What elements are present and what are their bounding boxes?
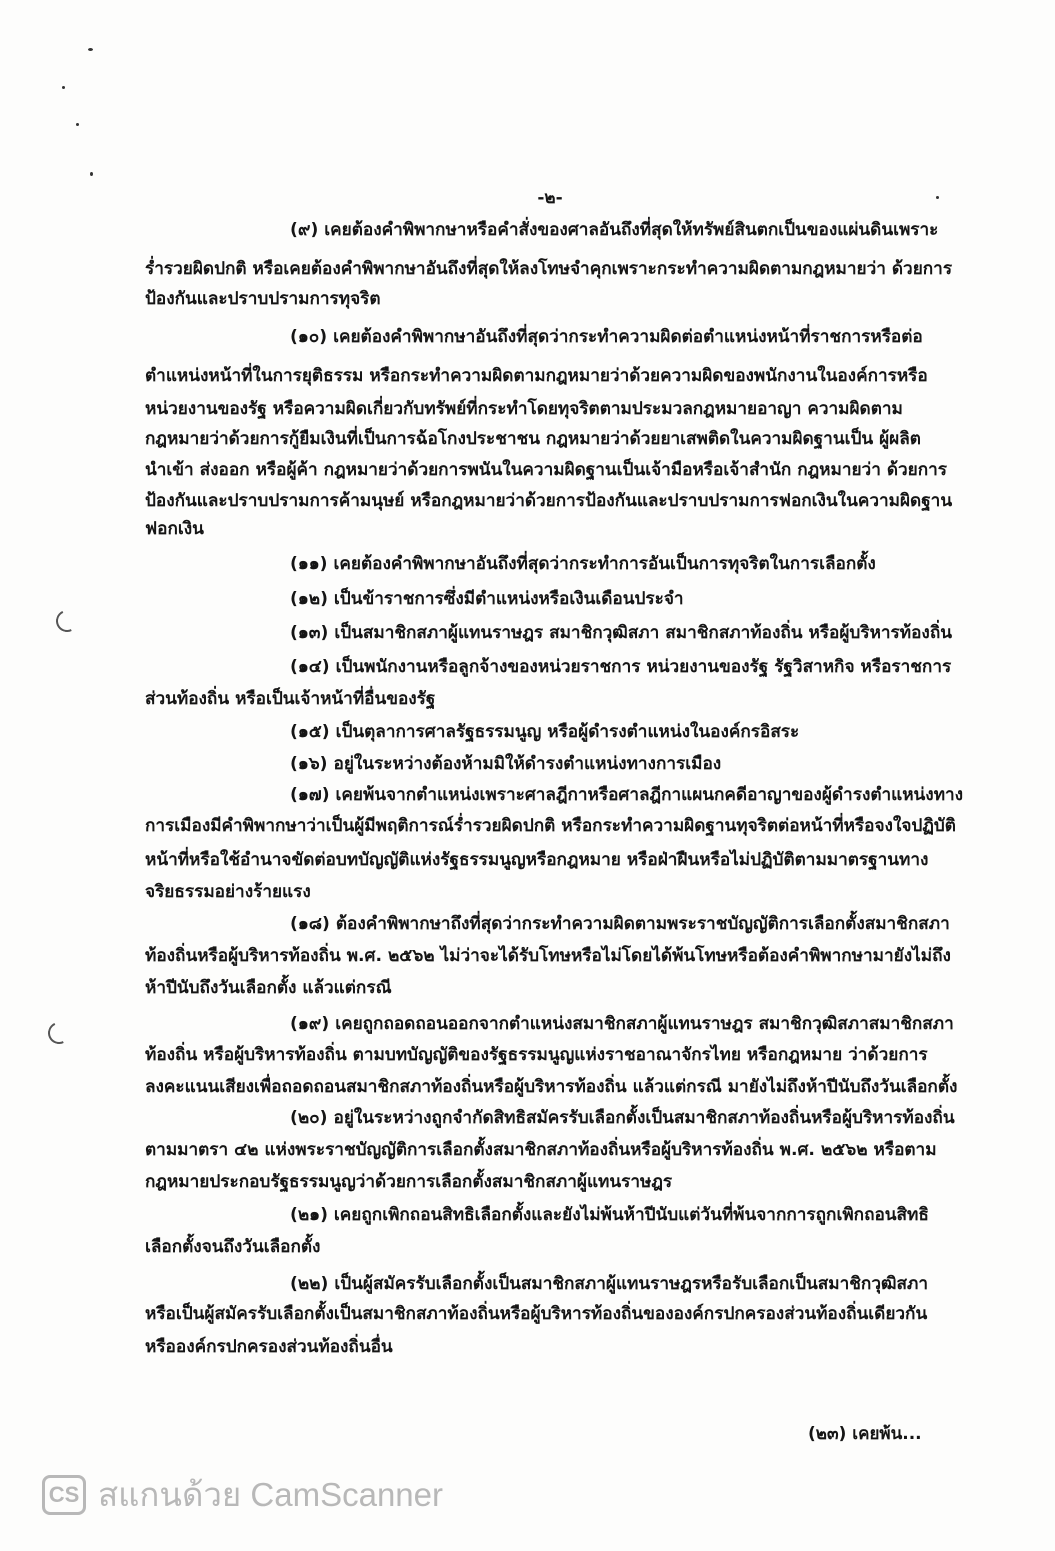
text-line: (๑๒) เป็นข้าราชการซึ่งมีตำแหน่งหรือเงินเดือนประจำ (290, 589, 684, 609)
text-line: (๑๗) เคยพ้นจากตำแหน่งเพราะศาลฎีกาหรือศาลฎีกาแผนกคดีอาญาของผู้ดำรงตำแหน่งทาง (290, 785, 964, 805)
text-line: (๒๑) เคยถูกเพิกถอนสิทธิเลือกตั้งและยังไม่พ้นห้าปีนับแต่วันที่พ้นจากการถูกเพิกถอนสิทธิ (290, 1205, 929, 1225)
text-line: ห้าปีนับถึงวันเลือกตั้ง แล้วแต่กรณี (145, 978, 392, 998)
text-line: (๙) เคยต้องคำพิพากษาหรือคำสั่งของศาลอันถึงที่สุดให้ทรัพย์สินตกเป็นของแผ่นดินเพราะ (290, 220, 939, 240)
text-line: (๒๐) อยู่ในระหว่างถูกจำกัดสิทธิสมัครรับเลือกตั้งเป็นสมาชิกสภาท้องถิ่นหรือผู้บริหารท้องถิ่น (290, 1108, 955, 1128)
text-line: ป้องกันและปราบปรามการทุจริต (145, 289, 381, 309)
text-line: ส่วนท้องถิ่น หรือเป็นเจ้าหน้าที่อื่นของรัฐ (145, 689, 436, 709)
text-line: การเมืองมีคำพิพากษาว่าเป็นผู้มีพฤติการณ์ร่ำรวยผิดปกติ หรือกระทำความผิดฐานทุจริตต่อหน้าที่หรือจงใจปฏิบัติ (145, 816, 956, 836)
text-line: (๑๓) เป็นสมาชิกสภาผู้แทนราษฎร สมาชิกวุฒิสภา สมาชิกสภาท้องถิ่น หรือผู้บริหารท้องถิ่น (290, 623, 952, 643)
text-line: (๑๖) อยู่ในระหว่างต้องห้ามมิให้ดำรงตำแหน่งทางการเมือง (290, 754, 722, 774)
text-line: ท้องถิ่น หรือผู้บริหารท้องถิ่น ตามบทบัญญัติของรัฐธรรมนูญแห่งราชอาณาจักรไทย หรือกฎหมาย ว่าด้วยการ (145, 1045, 928, 1065)
camscanner-watermark (42, 1468, 443, 1521)
camscanner-logo: CS (42, 1475, 86, 1515)
text-line: ร่ำรวยผิดปกติ หรือเคยต้องคำพิพากษาอันถึงที่สุดให้ลงโทษจำคุกเพราะกระทำความผิดตามกฎหมายว่า ด้วยการ (145, 259, 953, 279)
text-line: ลงคะแนนเสียงเพื่อถอดถอนสมาชิกสภาท้องถิ่นหรือผู้บริหารท้องถิ่น แล้วแต่กรณี มายังไม่ถึงห้าปีนับถึงวันเลือกตั้ง (145, 1077, 958, 1097)
text-line: จริยธรรมอย่างร้ายแรง (145, 882, 311, 902)
text-line: ท้องถิ่นหรือผู้บริหารท้องถิ่น พ.ศ. ๒๕๖๒ ไม่ว่าจะได้รับโทษหรือไม่โดยได้พ้นโทษหรือต้องคำพิพากษามายังไม่ถึง (145, 946, 951, 966)
page-number: -๒- (537, 188, 563, 208)
text-line: (๑๐) เคยต้องคำพิพากษาอันถึงที่สุดว่ากระทำความผิดต่อตำแหน่งหน้าที่ราชการหรือต่อ (290, 327, 923, 347)
text-line: กฎหมายประกอบรัฐธรรมนูญว่าด้วยการเลือกตั้งสมาชิกสภาผู้แทนราษฎร (145, 1172, 673, 1192)
text-line: หรือองค์กรปกครองส่วนท้องถิ่นอื่น (145, 1337, 393, 1357)
text-line: ป้องกันและปราบปรามการค้ามนุษย์ หรือกฎหมายว่าด้วยการป้องกันและปราบปรามการฟอกเงินในความผิดฐาน (145, 491, 953, 511)
watermark-text: สแกนด้วย CamScanner (98, 1476, 444, 1513)
text-line: หรือเป็นผู้สมัครรับเลือกตั้งเป็นสมาชิกสภาท้องถิ่นหรือผู้บริหารท้องถิ่นขององค์กรปกครองส่วนท้องถิ่นเดียวกัน (145, 1304, 928, 1324)
scan-mark (45, 1019, 73, 1047)
text-line: (๑๕) เป็นตุลาการศาลรัฐธรรมนูญ หรือผู้ดำรงตำแหน่งในองค์กรอิสระ (290, 722, 800, 742)
text-line: เลือกตั้งจนถึงวันเลือกตั้ง (145, 1237, 321, 1257)
text-line: (๑๙) เคยถูกถอดถอนออกจากตำแหน่งสมาชิกสภาผู้แทนราษฎร สมาชิกวุฒิสภาสมาชิกสภา (290, 1014, 954, 1034)
continuation-text: (๒๓) เคยพ้น... (808, 1424, 922, 1444)
text-line: หน่วยงานของรัฐ หรือความผิดเกี่ยวกับทรัพย์ที่กระทำโดยทุจริตตามประมวลกฎหมายอาญา ความผิดตาม (145, 399, 903, 419)
text-line: ตำแหน่งหน้าที่ในการยุติธรรม หรือกระทำความผิดตามกฎหมายว่าด้วยความผิดของพนักงานในองค์การหรือ (145, 366, 928, 386)
text-line: ตามมาตรา ๔๒ แห่งพระราชบัญญัติการเลือกตั้งสมาชิกสภาท้องถิ่นหรือผู้บริหารท้องถิ่น พ.ศ. ๒๕๖๒ หรือตาม (145, 1140, 937, 1160)
scan-mark (53, 607, 81, 635)
text-line: (๑๑) เคยต้องคำพิพากษาอันถึงที่สุดว่ากระทำการอันเป็นการทุจริตในการเลือกตั้ง (290, 554, 876, 574)
text-line: หน้าที่หรือใช้อำนาจขัดต่อบทบัญญัติแห่งรัฐธรรมนูญหรือกฎหมาย หรือฝ่าฝืนหรือไม่ปฏิบัติตามมาตรฐานทาง (145, 850, 929, 870)
text-line: (๒๒) เป็นผู้สมัครรับเลือกตั้งเป็นสมาชิกสภาผู้แทนราษฎรหรือรับเลือกเป็นสมาชิกวุฒิสภา (290, 1274, 928, 1294)
text-line: (๑๘) ต้องคำพิพากษาถึงที่สุดว่ากระทำความผิดตามพระราชบัญญัติการเลือกตั้งสมาชิกสภา (290, 914, 950, 934)
text-line: กฎหมายว่าด้วยการกู้ยืมเงินที่เป็นการฉ้อโกงประชาชน กฎหมายว่าด้วยยาเสพติดในความผิดฐานเป็น ผู้ผลิต (145, 429, 921, 449)
text-line: (๑๔) เป็นพนักงานหรือลูกจ้างของหน่วยราชการ หน่วยงานของรัฐ รัฐวิสาหกิจ หรือราชการ (290, 657, 952, 677)
text-line: ฟอกเงิน (145, 519, 204, 539)
text-line: นำเข้า ส่งออก หรือผู้ค้า กฎหมายว่าด้วยการพนันในความผิดฐานเป็นเจ้ามือหรือเจ้าสำนัก กฎหมายว่า ด้วยการ (145, 460, 948, 480)
